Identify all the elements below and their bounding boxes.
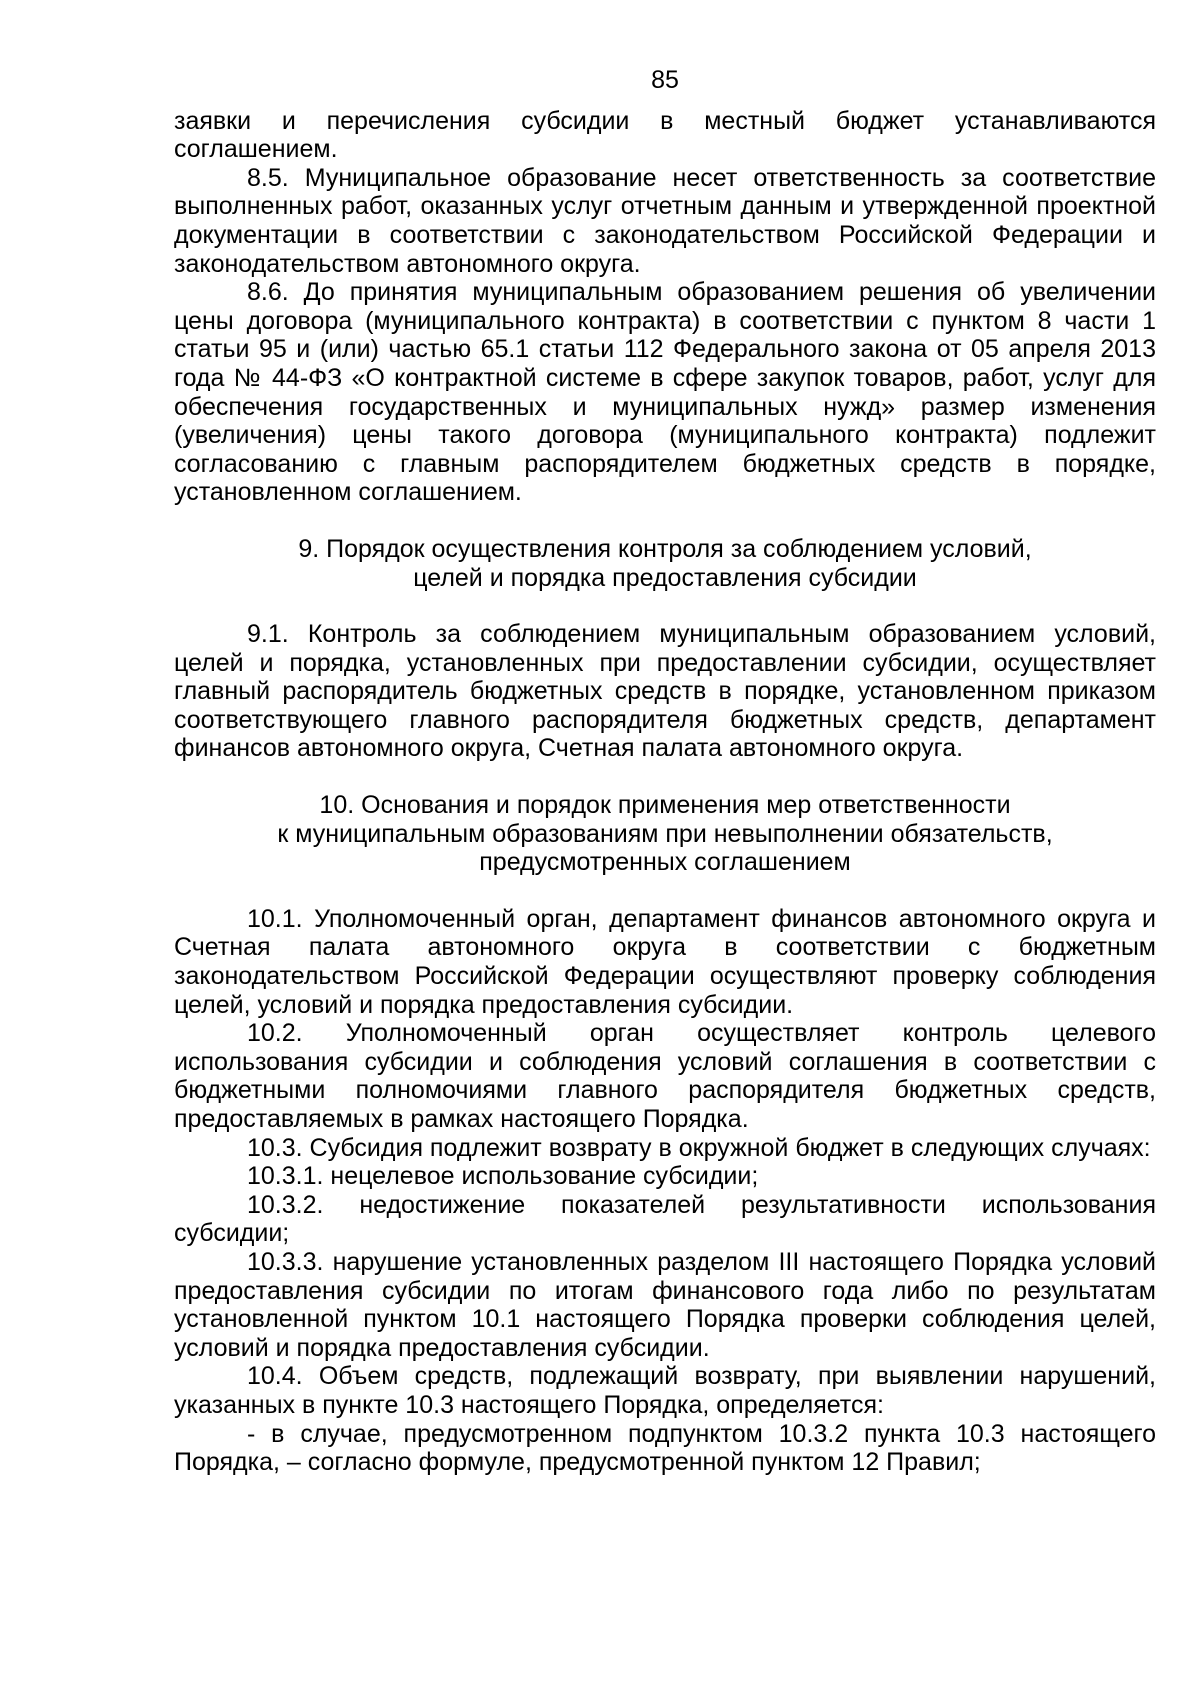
section-9-title-line: целей и порядка предоставления субсидии — [413, 563, 917, 592]
section-10-title-line: 10. Основания и порядок применения мер ответственности — [319, 791, 1011, 820]
page-number: 85 — [651, 66, 679, 94]
document-page — [174, 66, 1156, 1477]
paragraph-10-3: 10.3. Субсидия подлежит возврату в окружной бюджет в следующих случаях: — [247, 1133, 1151, 1162]
section-10-title-line: предусмотренных соглашением — [479, 848, 851, 877]
paragraph-10-2: 10.2. Уполномоченный орган осуществляет контроль целевого использования субсидии и соблюдения условий соглашения в соответствии с бюджетными полномочиями главного распорядителя бюджетных средств, предоставляемых в рамках настоящего Порядка. — [174, 1019, 1156, 1133]
paragraph-10-4-item: - в случае, предусмотренном подпунктом 10.3.2 пункта 10.3 настоящего Порядка, – согласно формуле, предусмотренной пунктом 12 Правил; — [174, 1419, 1156, 1477]
section-9-heading — [174, 535, 1156, 592]
paragraph-10-3-1: 10.3.1. нецелевое использование субсидии; — [247, 1162, 759, 1191]
paragraph-9-1: 9.1. Контроль за соблюдением муниципальным образованием условий, целей и порядка, установленных при предоставлении субсидии, осуществляет главный распорядитель бюджетных средств в порядке, установленном приказом соответствующего главного распорядителя бюджетных средств, департамент финансов автономного округа, Счетная палата автономного округа. — [174, 620, 1156, 763]
section-10-title-line: к муниципальным образованиям при невыполнении обязательств, — [277, 819, 1053, 848]
paragraph-10-3-2: 10.3.2. недостижение показателей результативности использования субсидии; — [174, 1190, 1156, 1248]
paragraph-10-1: 10.1. Уполномоченный орган, департамент финансов автономного округа и Счетная палата автономного округа в соответствии с бюджетным законодательством Российской Федерации осуществляют проверку соблюдения целей, условий и порядка предоставления субсидии. — [174, 904, 1156, 1019]
paragraph-10-4: 10.4. Объем средств, подлежащий возврату, при выявлении нарушений, указанных в пункте 10.3 настоящего Порядка, определяется: — [174, 1362, 1156, 1419]
section-9-title-line: 9. Порядок осуществления контроля за соблюдением условий, — [298, 534, 1032, 563]
paragraph-10-3-3: 10.3.3. нарушение установленных разделом III настоящего Порядка условий предоставления субсидии по итогам финансового года либо по результатам установленной пунктом 10.1 настоящего Порядка проверки соблюдения целей, условий и порядка предоставления субсидии. — [174, 1247, 1156, 1362]
section-10-heading — [174, 791, 1156, 877]
paragraph-continuation: заявки и перечисления субсидии в местный бюджет устанавливаются соглашением. — [174, 106, 1156, 164]
paragraph-8-6: 8.6. До принятия муниципальным образованием решения об увеличении цены договора (муниципального контракта) в соответствии с пунктом 8 части 1 статьи 95 и (или) частью 65.1 статьи 112 Федерального закона от 05 апреля 2013 года № 44-ФЗ «О контрактной системе в сфере закупок товаров, работ, услуг для обеспечения государственных и муниципальных нужд» размер изменения (увеличения) цены такого договора (муниципального контракта) подлежит согласованию с главным распорядителем бюджетных средств в порядке, установленном соглашением. — [174, 278, 1156, 507]
paragraph-8-5: 8.5. Муниципальное образование несет ответственность за соответствие выполненных работ, оказанных услуг отчетным данным и утвержденной проектной документации в соответствии с законодательством Российской Федерации и законодательством автономного округа. — [174, 163, 1156, 278]
